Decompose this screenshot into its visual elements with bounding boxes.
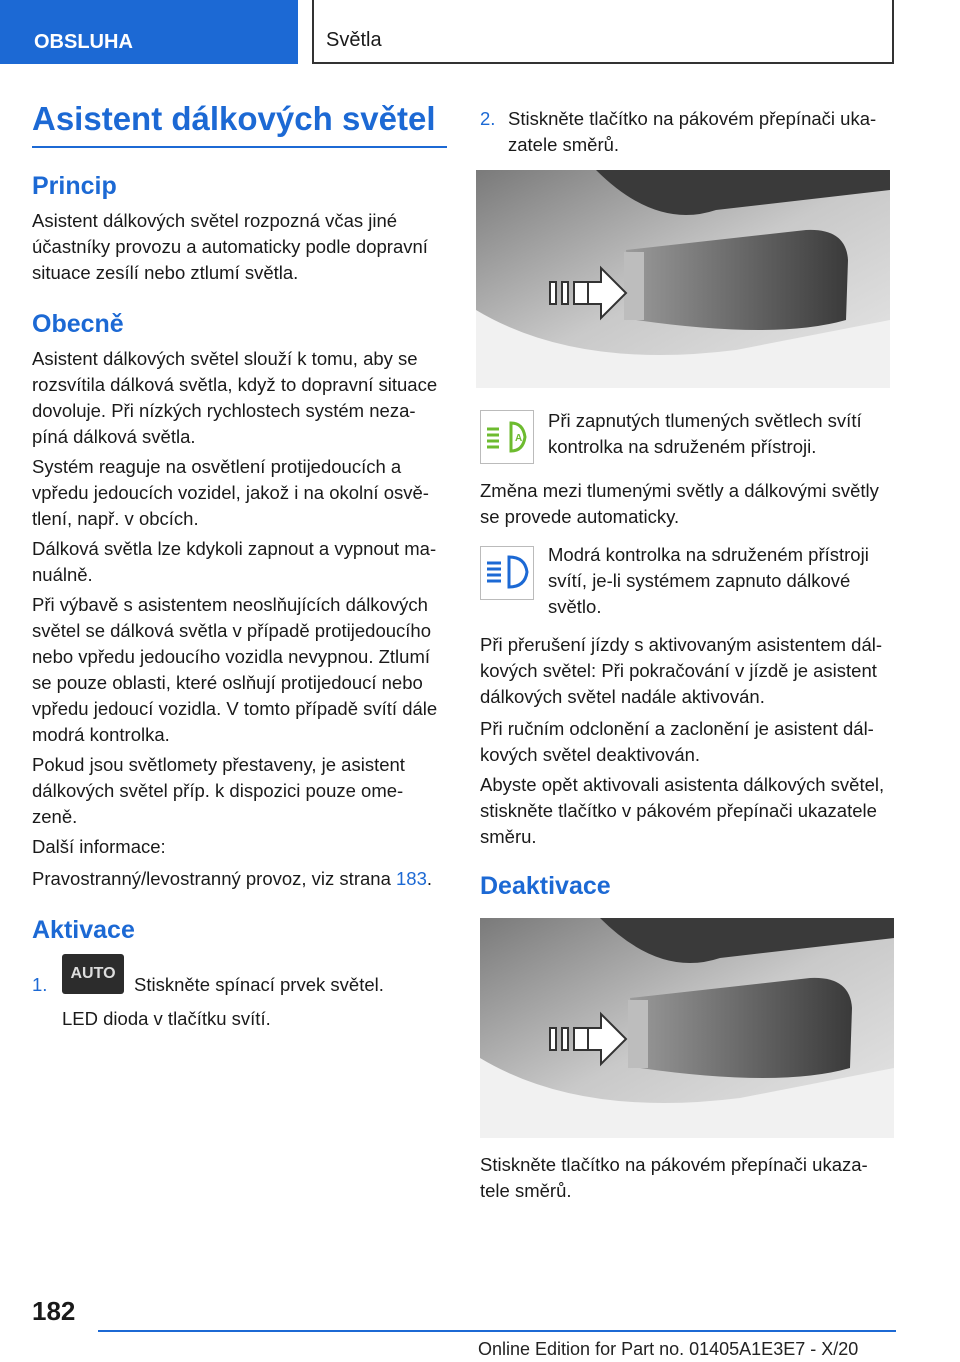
page-link-183[interactable]: 183: [396, 868, 427, 889]
obecne-paragraph-2: Systém reaguje na osvětlení protijedoucích a vpředu jedoucích vozidel, jakož i na okolní osvě- tlení, např. v obcích.: [32, 456, 429, 529]
turn-signal-lever-image-2: [480, 918, 894, 1138]
high-beam-blue-icon: [480, 546, 534, 600]
turn-signal-lever-image: [476, 170, 890, 388]
step-1-number: 1.: [32, 974, 48, 995]
heading-aktivace: Aktivace: [32, 916, 135, 944]
reactivate-paragraph: Abyste opět aktivovali asistenta dálkových světel, stiskněte tlačítko v pákovém přepínači ukazatele směru.: [480, 774, 885, 847]
princip-text: Asistent dálkových světel rozpozná včas jiné účastníky provozu a automaticky podle dopravní situace zesílí nebo ztlumí světla.: [32, 210, 428, 283]
obecne-paragraph-5: Pokud jsou světlomety přestaveny, je asistent dálkových světel příp. k dispozici pouze ome- zeně.: [32, 754, 405, 827]
obecne-paragraph-1: Asistent dálkových světel slouží k tomu, aby se rozsvítila dálková světla, když to dopravní situace dovoluje. Při nízkých rychlostech systém neza- píná dálková světla.: [32, 348, 438, 447]
step-2-text: Stiskněte tlačítko na pákovém přepínači uka- zatele směrů.: [508, 108, 877, 155]
interrupt-paragraph: Při přerušení jízdy s aktivovaným asistentem dál- kových světel: Při pokračování v jízdě je asistent dálkových světel nadále aktivován.: [480, 634, 883, 707]
change-paragraph: Změna mezi tlumenými světly a dálkovými světly se provede automaticky.: [480, 480, 879, 527]
section-tab: OBSLUHA: [0, 0, 298, 64]
step-2-number: 2.: [480, 108, 496, 129]
svg-text:A: A: [515, 433, 523, 444]
heading-deaktivace: Deaktivace: [480, 872, 611, 900]
low-beam-assistant-green-icon: [480, 410, 534, 464]
edition-note: Online Edition for Part no. 01405A1E3E7 - X/20: [478, 1339, 859, 1359]
step-1-text: Stiskněte spínací prvek světel.: [134, 974, 384, 995]
auto-button-icon: AUTO: [62, 954, 124, 994]
blue-indicator-text: Modrá kontrolka na sdruženém přístroji svítí, je-li systémem zapnuto dálkové světlo.: [548, 544, 869, 617]
manual-paragraph: Při ručním odclonění a zaclonění je asistent dál- kových světel deaktivován.: [480, 718, 874, 765]
obecne-paragraph-7: Pravostranný/levostranný provoz, viz strana 183.: [32, 868, 433, 889]
obecne-paragraph-4: Při výbavě s asistentem neoslňujících dálkových světel se dálková světla v případě protijedoucího nebo vpředu jedoucího vozidla nevypnou. Ztlumí se pouze oblasti, které oslňují protijedoucí nebo vpředu jedoucí vozidla. V tomto případě svítí dále modrá kontrolka.: [32, 594, 438, 745]
obecne-paragraph-6: Další informace:: [32, 836, 166, 857]
heading-princip: Princip: [32, 172, 117, 200]
obecne-paragraph-3: Dálková světla lze kdykoli zapnout a vypnout ma- nuálně.: [32, 538, 437, 585]
title-underline: [32, 146, 447, 148]
step-1-subtext: LED dioda v tlačítku svítí.: [62, 1008, 271, 1029]
chapter-tab: Světla: [312, 0, 894, 64]
green-indicator-text: Při zapnutých tlumených světlech svítí kontrolka na sdruženém přístroji.: [548, 410, 862, 457]
page-title: Asistent dálkových světel: [32, 100, 436, 137]
footer-rule: [98, 1330, 896, 1332]
deaktivace-text: Stiskněte tlačítko na pákovém přepínači ukaza- tele směrů.: [480, 1154, 868, 1201]
page-number: 182: [32, 1296, 76, 1326]
heading-obecne: Obecně: [32, 310, 124, 338]
